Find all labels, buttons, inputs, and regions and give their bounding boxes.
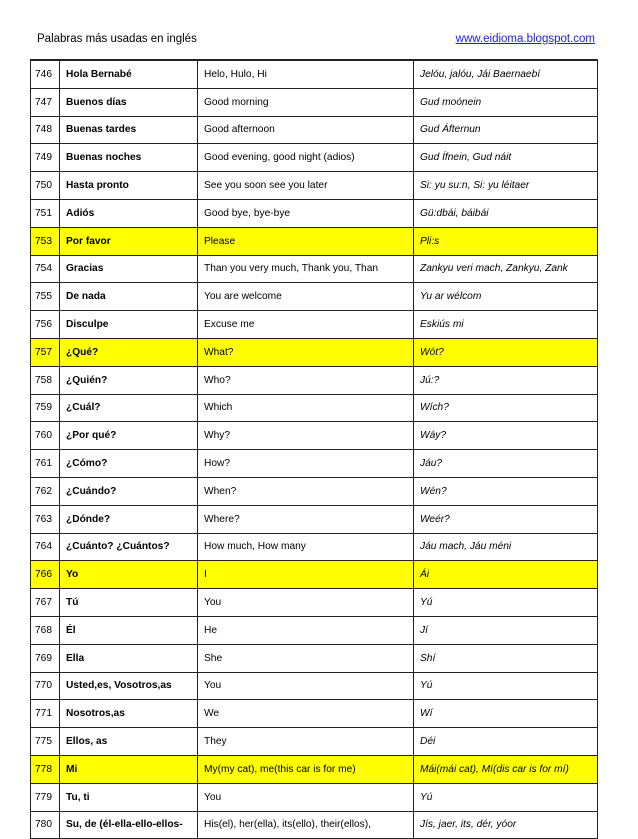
spanish-phrase: ¿Cuál? bbox=[60, 394, 198, 422]
table-row bbox=[31, 199, 598, 227]
row-number: 747 bbox=[31, 88, 60, 116]
english-translation: You bbox=[198, 589, 414, 617]
row-number: 775 bbox=[31, 728, 60, 756]
english-translation: Who? bbox=[198, 366, 414, 394]
pronunciation: Weér? bbox=[414, 505, 598, 533]
spanish-phrase: ¿Quién? bbox=[60, 366, 198, 394]
table-row bbox=[31, 227, 598, 255]
english-translation: My(my cat), me(this car is for me) bbox=[198, 755, 414, 783]
english-translation: He bbox=[198, 616, 414, 644]
pronunciation: Wích? bbox=[414, 394, 598, 422]
english-translation: Than you very much, Thank you, Than bbox=[198, 255, 414, 283]
table-row bbox=[31, 700, 598, 728]
spanish-phrase: Buenos días bbox=[60, 88, 198, 116]
table-row bbox=[31, 755, 598, 783]
table-row bbox=[31, 450, 598, 478]
english-translation: When? bbox=[198, 477, 414, 505]
row-number: 779 bbox=[31, 783, 60, 811]
english-translation: Which bbox=[198, 394, 414, 422]
english-translation: I bbox=[198, 561, 414, 589]
row-number: 768 bbox=[31, 616, 60, 644]
english-translation: We bbox=[198, 700, 414, 728]
pronunciation: Jáu mach, Jáu méni bbox=[414, 533, 598, 561]
spanish-phrase: Buenas tardes bbox=[60, 116, 198, 144]
english-translation: You are welcome bbox=[198, 283, 414, 311]
row-number: 762 bbox=[31, 477, 60, 505]
pronunciation: Si: yu su:n, Si: yu léitaer bbox=[414, 172, 598, 200]
pronunciation: Gud Ífnein, Gud náit bbox=[414, 144, 598, 172]
row-number: 750 bbox=[31, 172, 60, 200]
english-translation: Where? bbox=[198, 505, 414, 533]
spanish-phrase: ¿Cuánto? ¿Cuántos? bbox=[60, 533, 198, 561]
pronunciation: Shí bbox=[414, 644, 598, 672]
spanish-phrase: Hola Bernabé bbox=[60, 60, 198, 88]
spanish-phrase: Ella bbox=[60, 644, 198, 672]
pronunciation: Gud Áfternun bbox=[414, 116, 598, 144]
pronunciation: Pli:s bbox=[414, 227, 598, 255]
pronunciation: Yú bbox=[414, 672, 598, 700]
table-row bbox=[31, 338, 598, 366]
row-number: 756 bbox=[31, 311, 60, 339]
spanish-phrase: Buenas noches bbox=[60, 144, 198, 172]
english-translation: Good afternoon bbox=[198, 116, 414, 144]
table-row bbox=[31, 589, 598, 617]
table-row bbox=[31, 366, 598, 394]
row-number: 751 bbox=[31, 199, 60, 227]
row-number: 757 bbox=[31, 338, 60, 366]
spanish-phrase: ¿Dónde? bbox=[60, 505, 198, 533]
pronunciation: Wáy? bbox=[414, 422, 598, 450]
english-translation: You bbox=[198, 783, 414, 811]
pronunciation: Jú:? bbox=[414, 366, 598, 394]
english-translation: Why? bbox=[198, 422, 414, 450]
table-row bbox=[31, 311, 598, 339]
pronunciation: Mái(mái cat), Mí(dis car is for mí) bbox=[414, 755, 598, 783]
pronunciation: Eskiús mi bbox=[414, 311, 598, 339]
table-row bbox=[31, 172, 598, 200]
english-translation: How much, How many bbox=[198, 533, 414, 561]
spanish-phrase: Por favor bbox=[60, 227, 198, 255]
english-translation: Helo, Hulo, Hi bbox=[198, 60, 414, 88]
english-translation: Excuse me bbox=[198, 311, 414, 339]
pronunciation: Jáu? bbox=[414, 450, 598, 478]
table-row bbox=[31, 422, 598, 450]
english-translation: How? bbox=[198, 450, 414, 478]
english-translation: You bbox=[198, 672, 414, 700]
table-row bbox=[31, 116, 598, 144]
table-row bbox=[31, 644, 598, 672]
row-number: 778 bbox=[31, 755, 60, 783]
spanish-phrase: ¿Qué? bbox=[60, 338, 198, 366]
table-row bbox=[31, 672, 598, 700]
table-row bbox=[31, 811, 598, 839]
table-row bbox=[31, 88, 598, 116]
pronunciation: Wí bbox=[414, 700, 598, 728]
row-number: 766 bbox=[31, 561, 60, 589]
english-translation: Good morning bbox=[198, 88, 414, 116]
row-number: 759 bbox=[31, 394, 60, 422]
table-row bbox=[31, 144, 598, 172]
english-translation: She bbox=[198, 644, 414, 672]
spanish-phrase: Usted,es, Vosotros,as bbox=[60, 672, 198, 700]
english-translation: What? bbox=[198, 338, 414, 366]
pronunciation: Wén? bbox=[414, 477, 598, 505]
row-number: 760 bbox=[31, 422, 60, 450]
pronunciation: Gü:dbái, báibái bbox=[414, 199, 598, 227]
table-row bbox=[31, 283, 598, 311]
spanish-phrase: ¿Por qué? bbox=[60, 422, 198, 450]
row-number: 780 bbox=[31, 811, 60, 839]
spanish-phrase: De nada bbox=[60, 283, 198, 311]
pronunciation: Zankyu veri mach, Zankyu, Zank bbox=[414, 255, 598, 283]
spanish-phrase: Tu, ti bbox=[60, 783, 198, 811]
spanish-phrase: Tú bbox=[60, 589, 198, 617]
pronunciation: Yu ar wélcom bbox=[414, 283, 598, 311]
english-translation: See you soon see you later bbox=[198, 172, 414, 200]
website-link[interactable]: www.eidioma.blogspot.com bbox=[455, 33, 595, 45]
pronunciation: Jí bbox=[414, 616, 598, 644]
spanish-phrase: Su, de (él-ella-ello-ellos- bbox=[60, 811, 198, 839]
page-title: Palabras más usadas en inglés bbox=[37, 33, 197, 45]
pronunciation: Jís, jaer, its, dér, yóor bbox=[414, 811, 598, 839]
pronunciation: Gud moónein bbox=[414, 88, 598, 116]
row-number: 769 bbox=[31, 644, 60, 672]
spanish-phrase: Disculpe bbox=[60, 311, 198, 339]
pronunciation: Déi bbox=[414, 728, 598, 756]
row-number: 763 bbox=[31, 505, 60, 533]
spanish-phrase: Él bbox=[60, 616, 198, 644]
table-row bbox=[31, 394, 598, 422]
table-row bbox=[31, 477, 598, 505]
pronunciation: Jelóu, jalóu, Jái Baernaebí bbox=[414, 60, 598, 88]
spanish-phrase: Ellos, as bbox=[60, 728, 198, 756]
english-translation: They bbox=[198, 728, 414, 756]
table-row bbox=[31, 728, 598, 756]
english-translation: Good evening, good night (adios) bbox=[198, 144, 414, 172]
row-number: 755 bbox=[31, 283, 60, 311]
row-number: 771 bbox=[31, 700, 60, 728]
row-number: 761 bbox=[31, 450, 60, 478]
table-row bbox=[31, 505, 598, 533]
spanish-phrase: ¿Cómo? bbox=[60, 450, 198, 478]
english-translation: Good bye, bye-bye bbox=[198, 199, 414, 227]
row-number: 770 bbox=[31, 672, 60, 700]
row-number: 764 bbox=[31, 533, 60, 561]
spanish-phrase: Yo bbox=[60, 561, 198, 589]
table-row bbox=[31, 533, 598, 561]
table-row bbox=[31, 616, 598, 644]
spanish-phrase: Mi bbox=[60, 755, 198, 783]
pronunciation: Ái bbox=[414, 561, 598, 589]
spanish-phrase: ¿Cuándo? bbox=[60, 477, 198, 505]
pronunciation: Wót? bbox=[414, 338, 598, 366]
spanish-phrase: Adiós bbox=[60, 199, 198, 227]
table-row bbox=[31, 561, 598, 589]
pronunciation: Yú bbox=[414, 783, 598, 811]
row-number: 758 bbox=[31, 366, 60, 394]
table-row bbox=[31, 60, 598, 88]
spanish-phrase: Hasta pronto bbox=[60, 172, 198, 200]
pronunciation: Yú bbox=[414, 589, 598, 617]
row-number: 746 bbox=[31, 60, 60, 88]
row-number: 748 bbox=[31, 116, 60, 144]
row-number: 767 bbox=[31, 589, 60, 617]
vocabulary-table bbox=[30, 59, 598, 839]
english-translation: His(el), her(ella), its(ello), their(ellos), bbox=[198, 811, 414, 839]
table-row bbox=[31, 255, 598, 283]
spanish-phrase: Gracias bbox=[60, 255, 198, 283]
table-row bbox=[31, 783, 598, 811]
english-translation: Please bbox=[198, 227, 414, 255]
spanish-phrase: Nosotros,as bbox=[60, 700, 198, 728]
row-number: 753 bbox=[31, 227, 60, 255]
row-number: 754 bbox=[31, 255, 60, 283]
page-header bbox=[37, 33, 595, 49]
row-number: 749 bbox=[31, 144, 60, 172]
